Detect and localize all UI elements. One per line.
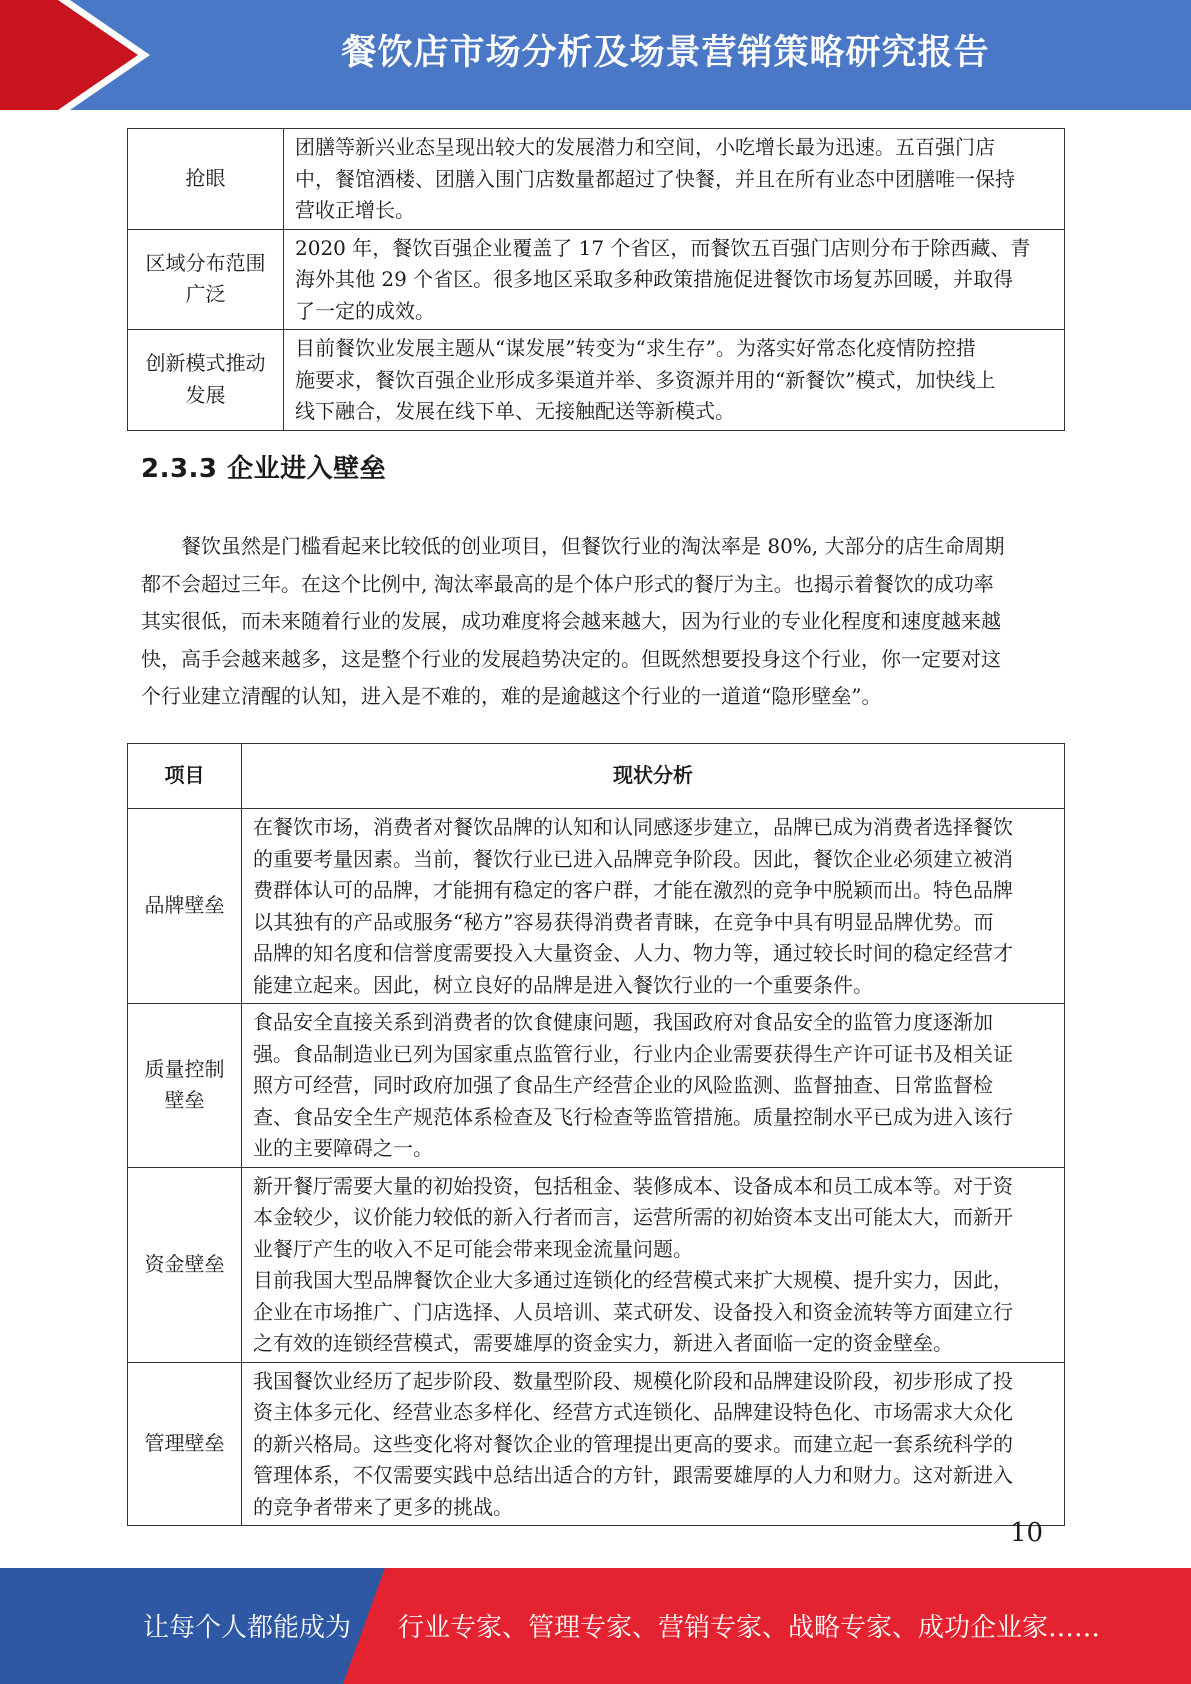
- table-header-row: [128, 744, 1065, 809]
- row-description: 目前餐饮业发展主题从“谋发展”转变为“求生存”。为落实好常态化疫情防控措 施要求，餐饮百强企业形成多渠道并举、多资源并用的“新餐饮”模式，加快线上 线下融合，发展在线下单、无接触配送等新模式。: [284, 330, 1065, 431]
- row-description: 我国餐饮业经历了起步阶段、数量型阶段、规模化阶段和品牌建设阶段，初步形成了投 资主体多元化、经营业态多样化、经营方式连锁化、品牌建设特色化、市场需求大众化 的新兴格局。这些变化将对餐饮企业的管理提出更高的要求。而建立起一套系统科学的 管理体系，不仅需要实践中总结出适合的方针，跟需要雄厚的人力和财力。这对新进入 的竞争者带来了更多的挑战。: [242, 1362, 1065, 1526]
- row-label: 区域分布范围 广泛: [128, 229, 284, 330]
- footer-slogan-right: 行业专家、管理专家、营销专家、战略专家、成功企业家……: [398, 1613, 1101, 1643]
- table-row: [128, 229, 1065, 330]
- table-row: [128, 1362, 1065, 1526]
- table-row: [128, 330, 1065, 431]
- page-footer: [0, 1568, 1191, 1684]
- row-label: 资金壁垒: [128, 1167, 242, 1362]
- row-description: 食品安全直接关系到消费者的饮食健康问题，我国政府对食品安全的监管力度逐渐加 强。食品制造业已列为国家重点监管行业，行业内企业需要获得生产许可证书及相关证 照方可经营，同时政府加强了食品生产经营企业的风险监测、监督抽查、日常监督检 查、食品安全生产规范体系检查及飞行检查等监管措施。质量控制水平已成为进入该行 业的主要障碍之一。: [242, 1004, 1065, 1168]
- section-heading: 2.3.3 企业进入壁垒: [141, 454, 387, 484]
- entry-barriers-table: [127, 743, 1065, 1526]
- row-description: 新开餐厅需要大量的初始投资，包括租金、装修成本、设备成本和员工成本等。对于资 本金较少，议价能力较低的新入行者而言，运营所需的初始资本支出可能太大，而新开 业餐厅产生的收入不足可能会带来现金流量问题。 目前我国大型品牌餐饮企业大多通过连锁化的经营模式来扩大规模、提升实力，因此， 企业在市场推广、门店选择、人员培训、菜式研发、设备投入和资金流转等方面建立行 之有效的连锁经营模式，需要雄厚的资金实力，新进入者面临一定的资金壁垒。: [242, 1167, 1065, 1362]
- page-header: [0, 0, 1191, 110]
- row-description: 2020 年，餐饮百强企业覆盖了 17 个省区，而餐饮五百强门店则分布于除西藏、青 海外其他 29 个省区。很多地区采取多种政策措施促进餐饮市场复苏回暖，并取得 了一定的成效。: [284, 229, 1065, 330]
- market-characteristics-table: [127, 128, 1065, 431]
- table-row: [128, 129, 1065, 230]
- header-arrow-decoration: [0, 0, 150, 110]
- row-label: 品牌壁垒: [128, 809, 242, 1004]
- row-description: 团膳等新兴业态呈现出较大的发展潜力和空间，小吃增长最为迅速。五百强门店 中，餐馆酒楼、团膳入围门店数量都超过了快餐，并且在所有业态中团膳唯一保持 营收正增长。: [284, 129, 1065, 230]
- column-header-item: 项目: [128, 744, 242, 809]
- row-description: 在餐饮市场，消费者对餐饮品牌的认知和认同感逐步建立，品牌已成为消费者选择餐饮 的重要考量因素。当前，餐饮行业已进入品牌竞争阶段。因此，餐饮企业必须建立被消 费群体认可的品牌，才能拥有稳定的客户群，才能在激烈的竞争中脱颖而出。特色品牌 以其独有的产品或服务“秘方”容易获得消费者青睐，在竞争中具有明显品牌优势。而 品牌的知名度和信誉度需要投入大量资金、人力、物力等，通过较长时间的稳定经营才 能建立起来。因此，树立良好的品牌是进入餐饮行业的一个重要条件。: [242, 809, 1065, 1004]
- column-header-analysis: 现状分析: [242, 744, 1065, 809]
- row-label: 质量控制 壁垒: [128, 1004, 242, 1168]
- row-label: 管理壁垒: [128, 1362, 242, 1526]
- table-row: [128, 1004, 1065, 1168]
- body-paragraph: 餐饮虽然是门槛看起来比较低的创业项目，但餐饮行业的淘汰率是 80%, 大部分的店生命周期 都不会超过三年。在这个比例中, 淘汰率最高的是个体户形式的餐厅为主。也揭示着餐饮的成功率 其实很低，而未来随着行业的发展，成功难度将会越来越大，因为行业的专业化程度和速度越来越 快，高手会越来越多，这是整个行业的发展趋势决定的。但既然想要投身这个行业，你一定要对这 个行业建立清醒的认知，进入是不难的，难的是逾越这个行业的一道道“隐形壁垒”。: [141, 534, 1005, 708]
- table-row: [128, 809, 1065, 1004]
- page-number: 10: [1010, 1518, 1044, 1548]
- report-title: 餐饮店市场分析及场景营销策略研究报告: [341, 33, 990, 73]
- table-row: [128, 1167, 1065, 1362]
- row-label: 创新模式推动 发展: [128, 330, 284, 431]
- footer-slogan-left: 让每个人都能成为: [143, 1613, 352, 1643]
- row-label: 抢眼: [128, 129, 284, 230]
